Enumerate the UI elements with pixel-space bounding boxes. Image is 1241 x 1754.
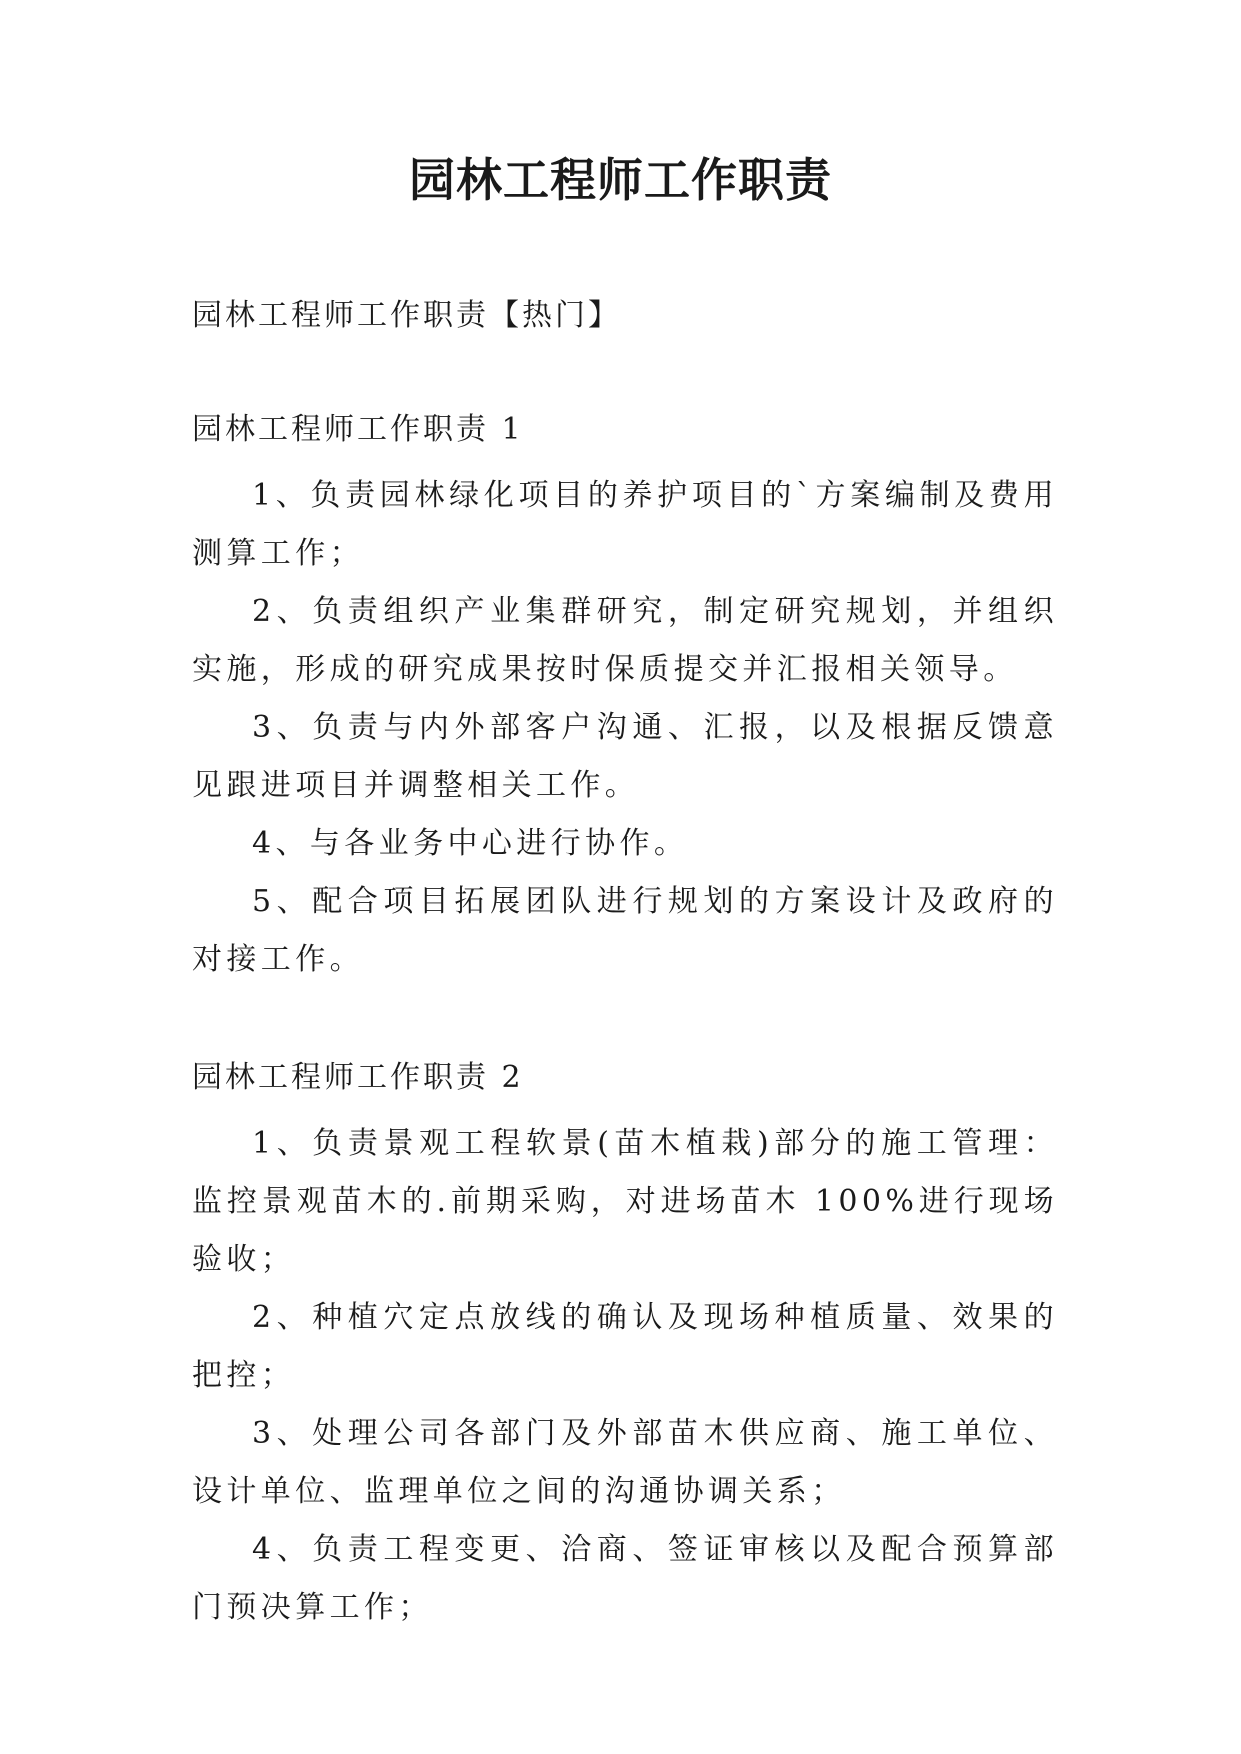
list-item: 1、负责园林绿化项目的养护项目的`方案编制及费用测算工作； — [192, 478, 1058, 571]
section-heading: 园林工程师工作职责 1 — [192, 412, 524, 447]
list-item: 4、与各业务中心进行协作。 — [252, 826, 689, 861]
section-heading: 园林工程师工作职责 2 — [192, 1060, 524, 1095]
list-item: 5、配合项目拓展团队进行规划的方案设计及政府的对接工作。 — [192, 884, 1058, 977]
list-item: 3、处理公司各部门及外部苗木供应商、施工单位、设计单位、监理单位之间的沟通协调关系； — [192, 1416, 1058, 1509]
list-item: 3、负责与内外部客户沟通、汇报，以及根据反馈意见跟进项目并调整相关工作。 — [192, 710, 1058, 803]
document-subtitle: 园林工程师工作职责【热门】 — [192, 298, 621, 333]
list-item: 4、负责工程变更、洽商、签证审核以及配合预算部门预决算工作； — [192, 1532, 1058, 1625]
section-2 — [192, 1058, 1058, 1637]
list-item: 2、负责组织产业集群研究，制定研究规划，并组织实施，形成的研究成果按时保质提交并汇报相关领导。 — [192, 594, 1058, 687]
list-item: 1、负责景观工程软景(苗木植栽)部分的施工管理：监控景观苗木的.前期采购，对进场苗木 100%进行现场验收； — [192, 1126, 1058, 1277]
list-item: 2、种植穴定点放线的确认及现场种植质量、效果的把控； — [192, 1300, 1058, 1393]
document-title: 园林工程师工作职责 — [409, 153, 832, 207]
section-1 — [192, 410, 1058, 989]
